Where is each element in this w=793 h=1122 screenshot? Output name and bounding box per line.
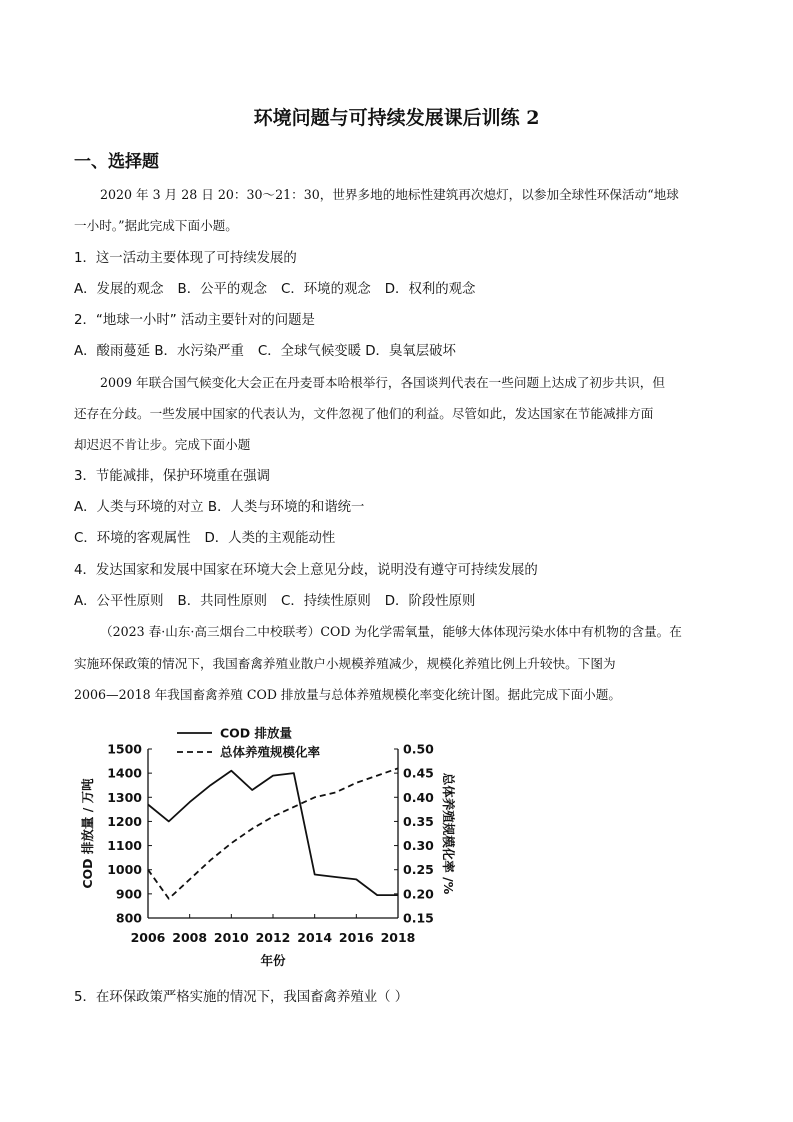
question-3-options-row-1 bbox=[74, 496, 364, 515]
right-tick-label: 0.20 bbox=[403, 886, 434, 902]
option: B．共同性原则 bbox=[177, 594, 268, 609]
option: D．阶段性原则 bbox=[384, 594, 476, 609]
question-4: 4．发达国家和发展中国家在环境大会上意见分歧，说明没有遵守可持续发展的 bbox=[74, 563, 538, 578]
option: D．人类的主观能动性 bbox=[204, 531, 336, 546]
question-2-options bbox=[74, 340, 456, 359]
series-line-2 bbox=[148, 768, 398, 898]
left-tick-label: 1300 bbox=[107, 789, 142, 805]
x-tick-label: 2006 bbox=[130, 930, 166, 945]
option: C．环境的观念 bbox=[281, 282, 371, 297]
x-tick-label: 2016 bbox=[338, 930, 374, 945]
cod-chart bbox=[74, 715, 454, 967]
left-tick-label: 1000 bbox=[107, 862, 142, 878]
x-axis-label: 年份 bbox=[260, 953, 286, 968]
passage-3-line-2: 实施环保政策的情况下，我国畜禽养殖业散户小规模养殖减少，规模化养殖比例上升较快。下图为 bbox=[74, 656, 616, 671]
question-1-options bbox=[74, 278, 475, 297]
right-tick-label: 0.50 bbox=[403, 741, 434, 757]
right-tick-label: 0.30 bbox=[403, 838, 434, 854]
legend-label-1: COD 排放量 bbox=[220, 725, 293, 741]
option: C．全球气候变暖 D．臭氧层破坏 bbox=[257, 344, 456, 359]
left-tick-label: 900 bbox=[115, 886, 142, 902]
x-tick-label: 2012 bbox=[255, 930, 291, 945]
question-4-options bbox=[74, 590, 475, 609]
passage-2-line-3: 却迟迟不肯让步。完成下面小题 bbox=[74, 437, 251, 452]
x-tick-label: 2010 bbox=[213, 930, 249, 945]
option: A．酸雨蔓延 B．水污染严重 bbox=[74, 344, 244, 359]
option: C．持续性原则 bbox=[281, 594, 371, 609]
page-title: 环境问题与可持续发展课后训练 2 bbox=[253, 107, 540, 129]
left-tick-label: 1100 bbox=[107, 838, 142, 854]
option: A．发展的观念 bbox=[74, 282, 164, 297]
passage-2-line-1: 2009 年联合国气候变化大会正在丹麦哥本哈根举行，各国谈判代表在一些问题上达成了初步共识，但 bbox=[100, 375, 665, 390]
passage-3-line-3: 2006—2018 年我国畜禽养殖 COD 排放量与总体养殖规模化率变化统计图。据此完成下面小题。 bbox=[74, 687, 621, 702]
passage-2-line-2: 还存在分歧。一些发展中国家的代表认为，文件忽视了他们的利益。尽管如此，发达国家在节能减排方面 bbox=[74, 406, 654, 421]
right-tick-label: 0.45 bbox=[403, 765, 434, 781]
x-tick-label: 2018 bbox=[380, 930, 416, 945]
section-heading: 一、选择题 bbox=[74, 152, 159, 172]
question-5: 5．在环保政策严格实施的情况下，我国畜禽养殖业（ ） bbox=[74, 990, 409, 1005]
right-tick-label: 0.15 bbox=[403, 910, 434, 926]
passage-1-line-1: 2020 年 3 月 28 日 20：30～21：30，世界多地的地标性建筑再次熄灯，以参加全球性环保活动“地球 bbox=[100, 187, 679, 202]
passage-1-line-2: 一小时。”据此完成下面小题。 bbox=[74, 218, 238, 233]
series-line-1 bbox=[148, 771, 398, 895]
passage-3-line-1: （2023 春·山东·高三烟台二中校联考）COD 为化学需氧量，能够大体体现污染水体中有机物的含量。在 bbox=[100, 624, 682, 639]
option: A．公平性原则 bbox=[74, 594, 164, 609]
left-tick-label: 800 bbox=[115, 910, 142, 926]
option: A．人类与环境的对立 B．人类与环境的和谐统一 bbox=[74, 500, 365, 515]
right-tick-label: 0.25 bbox=[403, 862, 434, 878]
question-1: 1．这一活动主要体现了可持续发展的 bbox=[74, 251, 297, 266]
left-tick-label: 1400 bbox=[107, 765, 142, 781]
option: D．权利的观念 bbox=[384, 282, 476, 297]
question-2: 2．“地球一小时” 活动主要针对的问题是 bbox=[74, 313, 315, 328]
x-tick-label: 2008 bbox=[172, 930, 208, 945]
question-3: 3．节能减排，保护环境重在强调 bbox=[74, 469, 270, 484]
option: B．公平的观念 bbox=[177, 282, 268, 297]
left-tick-label: 1500 bbox=[107, 741, 142, 757]
x-tick-label: 2014 bbox=[297, 930, 333, 945]
question-3-options-row-2 bbox=[74, 527, 335, 546]
legend-label-2: 总体养殖规模化率 bbox=[220, 744, 321, 760]
left-tick-label: 1200 bbox=[107, 813, 142, 829]
right-axis-label: 总体养殖规模化率 /% bbox=[441, 772, 456, 895]
left-axis-label: COD 排放量 / 万吨 bbox=[80, 778, 95, 889]
option: C．环境的客观属性 bbox=[74, 531, 191, 546]
right-tick-label: 0.35 bbox=[403, 813, 434, 829]
right-tick-label: 0.40 bbox=[403, 789, 434, 805]
